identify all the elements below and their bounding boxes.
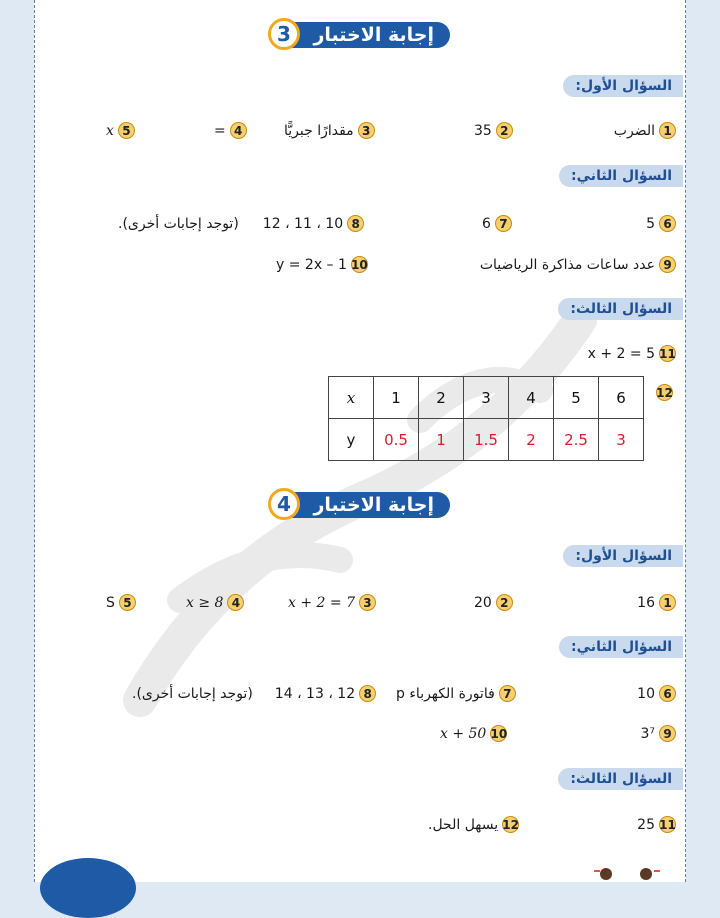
test4-q1-item1: 16 1 xyxy=(637,594,676,611)
test3-q2-item8: (توجد إجابات أخرى). 10 ، 11 ، 12 8 xyxy=(118,215,364,232)
test4-q2-item8: (توجد إجابات أخرى). 12 ، 13 ، 14 8 xyxy=(132,685,376,702)
test3-q3-item12: 12 xyxy=(656,385,673,400)
test3-q1-label: السؤال الأول: xyxy=(563,75,683,97)
test3-q1-item4: = 4 xyxy=(214,122,247,139)
table-cell: 1.5 xyxy=(464,419,509,461)
table-head-y: y xyxy=(329,419,374,461)
table-row xyxy=(329,419,644,461)
test4-q2-item7: فاتورة الكهرباء p 7 xyxy=(396,685,516,702)
test4-q1-label: السؤال الأول: xyxy=(563,545,683,567)
test4-q1-item4: x ≥ 8 4 xyxy=(186,594,244,611)
test4-q2-label: السؤال الثاني: xyxy=(559,636,683,658)
table-cell: 1 xyxy=(419,419,464,461)
test3-q1-item3: مقدارًا جبريًّا 3 xyxy=(284,122,375,139)
test4-q3-item12: يسهل الحل. 12 xyxy=(428,816,519,833)
test3-q2-item10: y = 2x – 1 10 xyxy=(276,256,368,273)
test4-q1-item3: x + 2 = 7 3 xyxy=(288,594,376,611)
test3-number-badge: 3 xyxy=(268,18,300,50)
test4-number-badge: 4 xyxy=(268,488,300,520)
test4-q2-item6: 10 6 xyxy=(637,685,676,702)
test3-q2-item7: 6 7 xyxy=(482,215,512,232)
test4-q2-item10: x + 50 10 xyxy=(440,725,508,742)
table-row xyxy=(329,377,644,419)
test3-q2-label: السؤال الثاني: xyxy=(559,165,683,187)
table-cell: 3 xyxy=(599,419,644,461)
test3-banner xyxy=(268,20,450,50)
table-cell: 2 xyxy=(419,377,464,419)
test3-title: إجابة الاختبار xyxy=(273,22,450,48)
test4-q3-label: السؤال الثالث: xyxy=(558,768,683,790)
test3-q3-item11: x + 2 = 5 11 xyxy=(587,345,676,362)
page-corner-decoration xyxy=(40,858,136,918)
xy-table xyxy=(328,376,644,461)
test3-q3-label: السؤال الثالث: xyxy=(558,298,683,320)
test3-q1-item2: 35 2 xyxy=(474,122,513,139)
test4-q3-item11: 25 11 xyxy=(637,816,676,833)
table-cell: 6 xyxy=(599,377,644,419)
test4-title: إجابة الاختبار xyxy=(273,492,450,518)
table-cell: 2 xyxy=(509,419,554,461)
test3-q1-item1: الضرب 1 xyxy=(614,122,676,139)
people-illustration xyxy=(590,866,670,882)
table-cell: 0.5 xyxy=(374,419,419,461)
table-cell: 1 xyxy=(374,377,419,419)
test3-q1-item5: x 5 xyxy=(106,122,135,139)
test3-q2-item9: عدد ساعات مذاكرة الرياضيات 9 xyxy=(480,256,676,273)
table-head-x: x xyxy=(329,377,374,419)
table-cell: 5 xyxy=(554,377,599,419)
table-cell: 3 xyxy=(464,377,509,419)
test4-q2-item9: 3⁷ 9 xyxy=(640,725,676,742)
table-cell: 2.5 xyxy=(554,419,599,461)
test4-banner xyxy=(268,490,450,520)
test3-q2-item6: 5 6 xyxy=(646,215,676,232)
test4-q1-item5: S 5 xyxy=(106,594,136,611)
test4-q1-item2: 20 2 xyxy=(474,594,513,611)
table-cell: 4 xyxy=(509,377,554,419)
